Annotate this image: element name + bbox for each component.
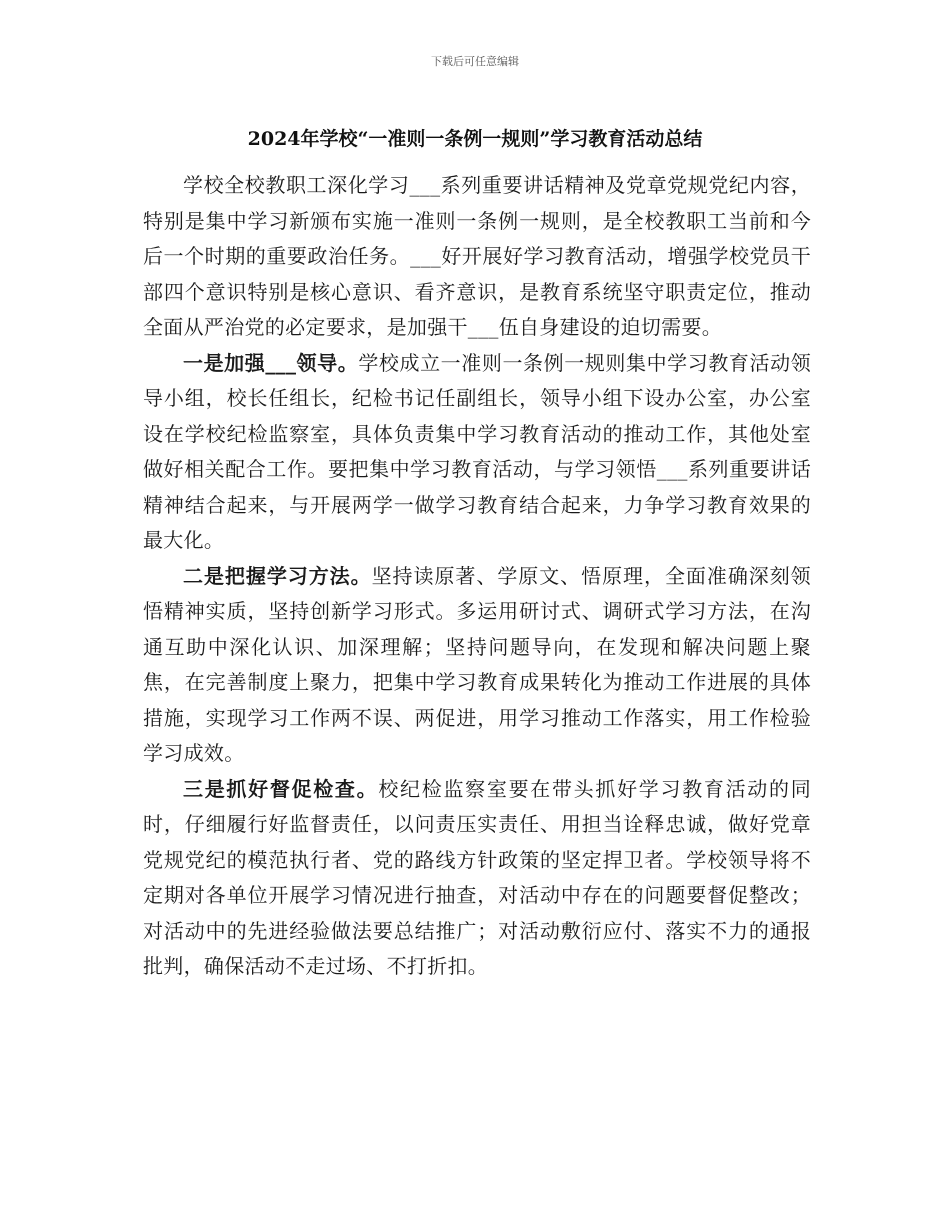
paragraph-text: 学校成立一准则一条例一规则集中学习教育活动领导小组，校长任组长，纪检书记任副组长，领导小组下设办公室，办公室设在学校纪检监察室，具体负责集中学习教育活动的推动工作，其他处室做好相关配合工作。要把集中学习教育活动，与学习领悟___系列重要讲话精神结合起来，与开展两学一做学习教育结合起来，力争学习教育效果的最大化。 <box>143 350 812 552</box>
paragraph-text: 校纪检监察室要在带头抓好学习教育活动的同时，仔细履行好监督责任，以问责压实责任、用担当诠释忠诚，做好党章党规党纪的模范执行者、党的路线方针政策的坚定捍卫者。学校领导将不定期对各单位开展学习情况进行抽查，对活动中存在的问题要督促整改；对活动中的先进经验做法要总结推广；对活动敷衍应付、落实不力的通报批判，确保活动不走过场、不打折扣。 <box>143 776 812 978</box>
paragraph-supervision <box>143 772 811 985</box>
paragraph-lead: 三是抓好督促检查。 <box>183 776 379 801</box>
paragraph-leadership <box>143 346 811 559</box>
paragraph-text: 坚持读原著、学原文、悟原理，全面准确深刻领悟精神实质，坚持创新学习形式。多运用研讨式、调研式学习方法，在沟通互助中深化认识、加深理解；坚持问题导向，在发现和解决问题上聚焦，在完善制度上聚力，把集中学习教育成果转化为推动工作进展的具体措施，实现学习工作两不误、两促进，用学习推动工作落实，用工作检验学习成效。 <box>143 563 811 765</box>
header-note: 下载后可任意编辑 <box>431 55 519 68</box>
paragraph-method <box>143 559 811 772</box>
paragraph-text: 学校全校教职工深化学习___系列重要讲话精神及党章党规党纪内容，特别是集中学习新颁布实施一准则一条例一规则，是全校教职工当前和今后一个时期的重要政治任务。___好开展好学习教育活动，增强学校党员干部四个意识特别是核心意识、看齐意识，是教育系统坚守职责定位，推动全面从严治党的必定要求，是加强干___伍自身建设的迫切需要。 <box>143 173 811 339</box>
document-title: 2024年学校“一准则一条例一规则”学习教育活动总结 <box>247 128 703 150</box>
paragraph-lead: 二是把握学习方法。 <box>183 563 372 588</box>
document-body <box>143 168 811 985</box>
paragraph-lead: 一是加强___领导。 <box>183 350 359 375</box>
paragraph-intro <box>143 168 811 346</box>
